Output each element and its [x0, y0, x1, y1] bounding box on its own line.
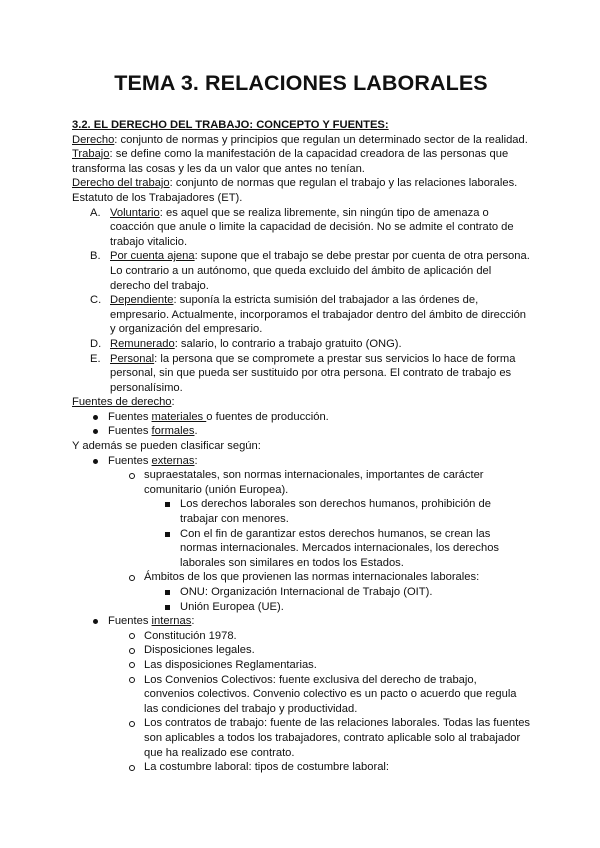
item-suffix: o fuentes de producción.: [206, 410, 329, 423]
item-text: ONU: Organización Internacional de Trabajo (OIT).: [180, 586, 433, 598]
item-term: formales: [151, 425, 195, 438]
item-term: materiales: [151, 410, 207, 423]
item-prefix: Fuentes: [108, 454, 152, 467]
characteristic-term: Personal: [110, 352, 155, 365]
item-text: supraestatales, son normas internacionales, importantes de carácter comunitario (unión Europea).: [144, 469, 484, 496]
definition-trabajo: [72, 147, 530, 176]
ambitos-sublist: [144, 585, 530, 614]
characteristic-text: : salario, lo contrario a trabajo gratuito (ONG).: [174, 337, 402, 350]
list-item: [144, 570, 530, 614]
classify-intro: Y además se pueden clasificar según:: [72, 440, 261, 453]
fuentes-heading-suffix: :: [171, 396, 175, 409]
list-item: [144, 468, 530, 570]
page-title: TEMA 3. RELACIONES LABORALES: [114, 71, 488, 95]
list-item: [144, 629, 530, 644]
internas-sublist: [108, 629, 530, 775]
characteristic-term: Dependiente: [110, 294, 174, 307]
list-item: [180, 497, 530, 526]
fuentes-list: [72, 410, 530, 439]
item-text: Las disposiciones Reglamentarias.: [144, 658, 317, 671]
list-item-externas: [108, 454, 530, 615]
item-text: Ámbitos de los que provienen las normas internacionales laborales:: [144, 571, 480, 584]
characteristics-list: [72, 206, 530, 396]
item-term: externas: [151, 454, 195, 467]
list-marker: B.: [90, 250, 101, 263]
list-marker: E.: [90, 352, 101, 365]
list-item: [90, 249, 530, 293]
definition-derecho: [72, 133, 530, 148]
fuentes-heading: [72, 395, 530, 410]
item-text: Disposiciones legales.: [144, 644, 255, 657]
item-text: Con el fin de garantizar estos derechos humanos, se crean las normas internacionales. Mercados internacionales, los derechos laborales son similares en todos los Estados.: [180, 527, 500, 569]
list-item: [180, 600, 530, 615]
list-item: [90, 337, 530, 352]
list-item: [90, 352, 530, 396]
characteristic-text: : es aquel que se realiza libremente, sin ningún tipo de amenaza o coacción que anule o limite la capacidad de decisión. No se admite el contrato de trabajo vitalicio.: [110, 206, 514, 248]
classification-list: [72, 454, 530, 775]
definition-term: Derecho del trabajo: [72, 177, 170, 190]
definition-term: Trabajo: [72, 148, 110, 161]
item-text: Constitución 1978.: [144, 629, 237, 642]
definition-text: : se define como la manifestación de la capacidad creadora de las personas que transforma las cosas y les da un valor que antes no tenían.: [72, 148, 509, 175]
item-suffix: .: [194, 425, 198, 438]
list-item: [180, 527, 530, 571]
definition-text: : conjunto de normas que regulan el trabajo y las relaciones laborales. Estatuto de los Trabajadores (ET).: [72, 177, 518, 204]
externas-sublist: [108, 468, 530, 614]
list-item: [144, 673, 530, 717]
item-text: La costumbre laboral: tipos de costumbre laboral:: [144, 761, 390, 774]
section-heading: 3.2. EL DERECHO DEL TRABAJO: CONCEPTO Y FUENTES:: [72, 119, 389, 131]
item-text: Unión Europea (UE).: [180, 600, 284, 613]
list-marker: A.: [90, 206, 101, 219]
characteristic-text: : suponía la estricta sumisión del trabajador a las órdenes de, empresario. Actualmente, incorporamos el trabajador dentro del ámbito de dirección y organización del empresario.: [110, 294, 527, 336]
item-text: Los Convenios Colectivos: fuente exclusiva del derecho de trabajo, convenios colectivos. Convenio colectivo es un pacto o acuerdo que regula las condiciones del trabajo y productividad.: [144, 673, 517, 715]
definition-term: Derecho: [72, 133, 115, 146]
characteristic-term: Por cuenta ajena: [110, 250, 195, 263]
fuentes-heading-text: Fuentes de derecho: [72, 396, 172, 409]
list-item: [144, 760, 530, 775]
definition-derecho-del-trabajo: [72, 176, 530, 205]
item-prefix: Fuentes: [108, 615, 152, 628]
list-marker: D.: [90, 337, 102, 350]
list-item: [144, 643, 530, 658]
item-text: Los derechos laborales son derechos humanos, prohibición de trabajar con menores.: [180, 498, 491, 526]
list-item: [108, 424, 530, 439]
list-marker: C.: [90, 294, 102, 307]
list-item: [90, 206, 530, 250]
item-prefix: Fuentes: [108, 410, 152, 423]
characteristic-text: : supone que el trabajo se debe prestar por cuenta de otra persona. Lo contrario a un autónomo, que queda excluido del ámbito de aplicación del derecho del trabajo.: [110, 250, 530, 292]
supra-sublist: [144, 497, 530, 570]
list-item: [144, 716, 530, 760]
item-suffix: :: [191, 615, 195, 628]
characteristic-text: : la persona que se compromete a prestar sus servicios lo hace de forma personal, sin que pueda ser sustituido por otra persona. El contrato de trabajo es personalísimo.: [110, 352, 516, 394]
list-item: [108, 410, 530, 425]
item-term: internas: [151, 615, 192, 628]
definition-text: : conjunto de normas y principios que regulan un determinado sector de la realidad.: [114, 133, 528, 146]
list-item: [90, 293, 530, 337]
list-item: [144, 658, 530, 673]
item-suffix: :: [194, 454, 198, 467]
item-prefix: Fuentes: [108, 425, 152, 438]
item-text: Los contratos de trabajo: fuente de las relaciones laborales. Todas las fuentes son aplicables a todos los trabajadores, contrato aplicable solo al trabajador que ha realizado ese contrato.: [144, 717, 531, 759]
characteristic-term: Voluntario: [110, 206, 160, 219]
list-item-internas: [108, 614, 530, 775]
list-item: [180, 585, 530, 600]
characteristic-term: Remunerado: [110, 337, 175, 350]
